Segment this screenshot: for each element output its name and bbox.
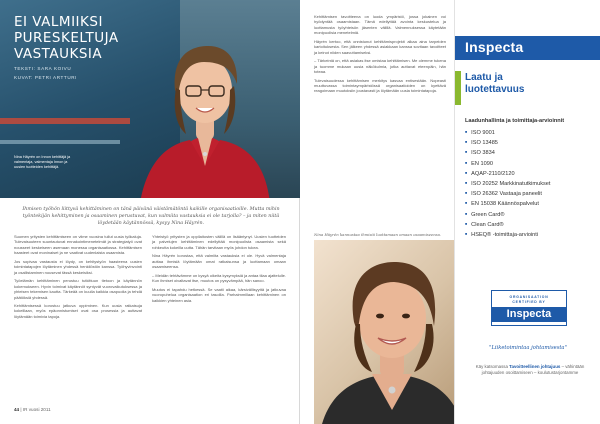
left-column-2: [152, 234, 286, 306]
cert-item: ■ EN 1090: [465, 159, 599, 169]
woman-portrait-illustration: [120, 28, 290, 198]
paragraph: Kehittämisessä korostuu jatkuva oppiminen. Kun uusia ratkaisuja kokeillaan, myös epäonnistumiset ovat osa prosessia ja auttavat löytämään toimivia tapoja.: [14, 302, 142, 319]
contact-suffix: – vähintään johtajuuden osoittamiseen – koulutustarjontamme: [481, 364, 585, 376]
contact-prefix: Käy katsomassa: [475, 364, 508, 369]
badge-brand: Inspecta: [492, 307, 566, 322]
paragraph: Tulevaisuudessa kehittämisen merkitys kasvaa entisestään. Nopeasti muuttuvassa toimintaympäristössä organisaatioiden on kyettävä reagoimaan muutoksiin joustavasti ja löytämään uusia toimintatapoja.: [314, 77, 446, 94]
paragraph: Muutos ei tapahdu hetkessä. Se vaatii aikaa, kärsivällisyyttä ja jatkuvaa vuoropuhelua organisaation eri tasoilla. Parhaimmillaan kehittäminen on kaikkien yhteinen asia.: [152, 286, 286, 303]
hero-railing: [0, 118, 130, 124]
title-line-3: VASTAUKSIA: [14, 46, 103, 62]
contact-highlight-link[interactable]: Tavoitteellinen johtajuus: [509, 364, 561, 369]
inspecta-advertisement: [454, 0, 600, 424]
cert-item: ■ ISO 9001: [465, 128, 599, 138]
portrait-photo: [314, 240, 470, 424]
paragraph: Kehittämisen tavoitteena on luoda ympäristö, jossa jokainen voi hyödyntää osaamistaan. Tämä edellyttää avointa keskustelua ja luottamusta työyhteisön jäsenten välillä. Valmennuksessa käytetään monipuolisia menetelmiä.: [314, 14, 446, 36]
paragraph: Nina Häyrén korostaa, että valmiita vastauksia ei ole. Hyvä valmentaja auttaa ihmisiä löytämään omat ratkaisunsa ja luottamaan omaan osaamiseensa.: [152, 253, 286, 270]
cert-item: ■ HSEQ® -toimittaja-arviointi: [465, 230, 599, 240]
certifications-heading: Laadunhallinta ja toimittaja-arvioinnit: [465, 118, 565, 124]
byline-photos: KUVAT: PETRI ARTTURI: [14, 75, 78, 80]
ad-contact: [465, 364, 595, 377]
cert-item: ■ Green Card®: [465, 210, 599, 220]
article-intro: Ihmisen työhön liittyvä kehittäminen on tänä päivänä väistämätöntä kaikille organisaatioille. Mutta mihin työntekijän kehittyminen ja osaaminen perustuvat, kun valmiita vastauksia ei ole tarjolla? – ja miten niitä löydetään käytännössä, kysyy Nina Häyrén.: [22, 207, 280, 226]
cert-item: ■ ISO 13485: [465, 138, 599, 148]
paragraph: Häyrén kertoo, että onnistunut kehittämisprojekti alkaa aina tarpeiden kartoituksesta. Sen jälkeen yhdessä asiakkaan kanssa sovitaan tavoitteet ja keinot niiden saavuttamiseksi.: [314, 38, 446, 55]
cert-item: ■ ISO 20252 Markkinatutkimukset: [465, 179, 599, 189]
green-accent-mark: [455, 71, 461, 105]
byline-text: TEKSTI: SARA KOIVU: [14, 66, 72, 71]
ad-tagline: [465, 72, 595, 96]
right-column-1: [314, 14, 446, 97]
paragraph: – Meidän tehtävämme on kysyä oikeita kysymyksiä ja antaa tilaa ajattelulle. Kun ihmiset oivaltavat itse, muutos on pysyvämpää, hän sanoo.: [152, 272, 286, 284]
badge-line-1: ORGANISAATION: [509, 295, 549, 299]
paragraph: Työelämän kehittäminen perustuu tutkittuun tietoon ja käytännön kokemukseen. Hyvin toimivat käytännöt syntyvät vuorovaikutuksessa ja yhteisen tekemisen kautta. Tärkeää on kuulla kaikkia osapuolia ja tehdä päätöksiä yhdessä.: [14, 278, 142, 300]
inspecta-logo: Inspecta: [465, 39, 524, 55]
logo-bar: [455, 36, 600, 60]
certification-badge: [491, 290, 567, 326]
photo-caption: Nina Häyrén on Innon kehittäjä ja valmentaja, valmentaja Innon ja uusien tuotteiden kehittäjä.: [14, 155, 71, 169]
ad-slogan: "Liiketoimintaa johtamisesta": [489, 345, 567, 351]
cert-item: ■ ISO 26362 Vastaaja paneelit: [465, 189, 599, 199]
hero-railing-lower: [0, 140, 120, 144]
badge-line-2: CERTIFIED BY: [512, 300, 546, 304]
paragraph: Yhteistyö yritysten ja oppilaitosten välillä on lisääntynyt. Uusien tuotteiden ja palvelujen kehittäminen edellyttää monipuolista osaamista sekä rohkeutta kokeilla uutta. Tähän tarvitaan myös johdon tukea.: [152, 234, 286, 250]
page-folio: [14, 407, 51, 412]
tagline-line-2: luotettavuus: [465, 84, 525, 95]
left-column-1: [14, 234, 142, 322]
smiling-woman-illustration: [314, 240, 470, 424]
right-page: [300, 0, 600, 424]
cert-item: ■ EN 15038 Käännöspalvelut: [465, 199, 599, 209]
title-line-2: PURESKELTUJA: [14, 30, 119, 46]
cert-item: ■ ISO 3834: [465, 148, 599, 158]
page-number: 44: [14, 407, 20, 412]
tagline-line-1: Laatu ja: [465, 72, 503, 83]
paragraph: Jos sopivaa vastausta ei löydy, on kehitystyön haasteena uusien toimintatapojen löytäminen yhdessä henkilöstön kanssa. Työhyvinvointi ja osallistaminen nousevat tässä keskeisiksi.: [14, 258, 142, 275]
portrait-caption: Nina Häyrén kannustaa ihmisiä luottamaan omaan osaamiseensa.: [314, 232, 442, 237]
cert-item: ■ AQAP-2110/2120: [465, 169, 599, 179]
folio-text: | IR vuosi 2011: [20, 407, 51, 412]
title-line-1: EI VALMIIKSI: [14, 14, 103, 30]
cert-item: ■ Clean Card®: [465, 220, 599, 230]
article-title: [14, 14, 144, 80]
certifications-list: [465, 128, 599, 240]
paragraph: Suomen yritysten kehittämiseen on viime vuosina tullut uusia työkaluja. Tulevaisuuteen suuntautuvat ennakointimenetelmät ja strategiatyö ovat nousseet keskeiseen asemaan monessa organisaatiossa. Kehittämisen haasteet ovat moninaiset ja ne vaativat uudenlaista osaamista.: [14, 234, 142, 256]
paragraph: – Tärkeintä on, että asiakas itse omistaa kehittämisen. Me olemme tukena ja tuomme mukaan uusia näkökulmia, jotka auttavat eteenpäin, hän toteaa.: [314, 58, 446, 75]
